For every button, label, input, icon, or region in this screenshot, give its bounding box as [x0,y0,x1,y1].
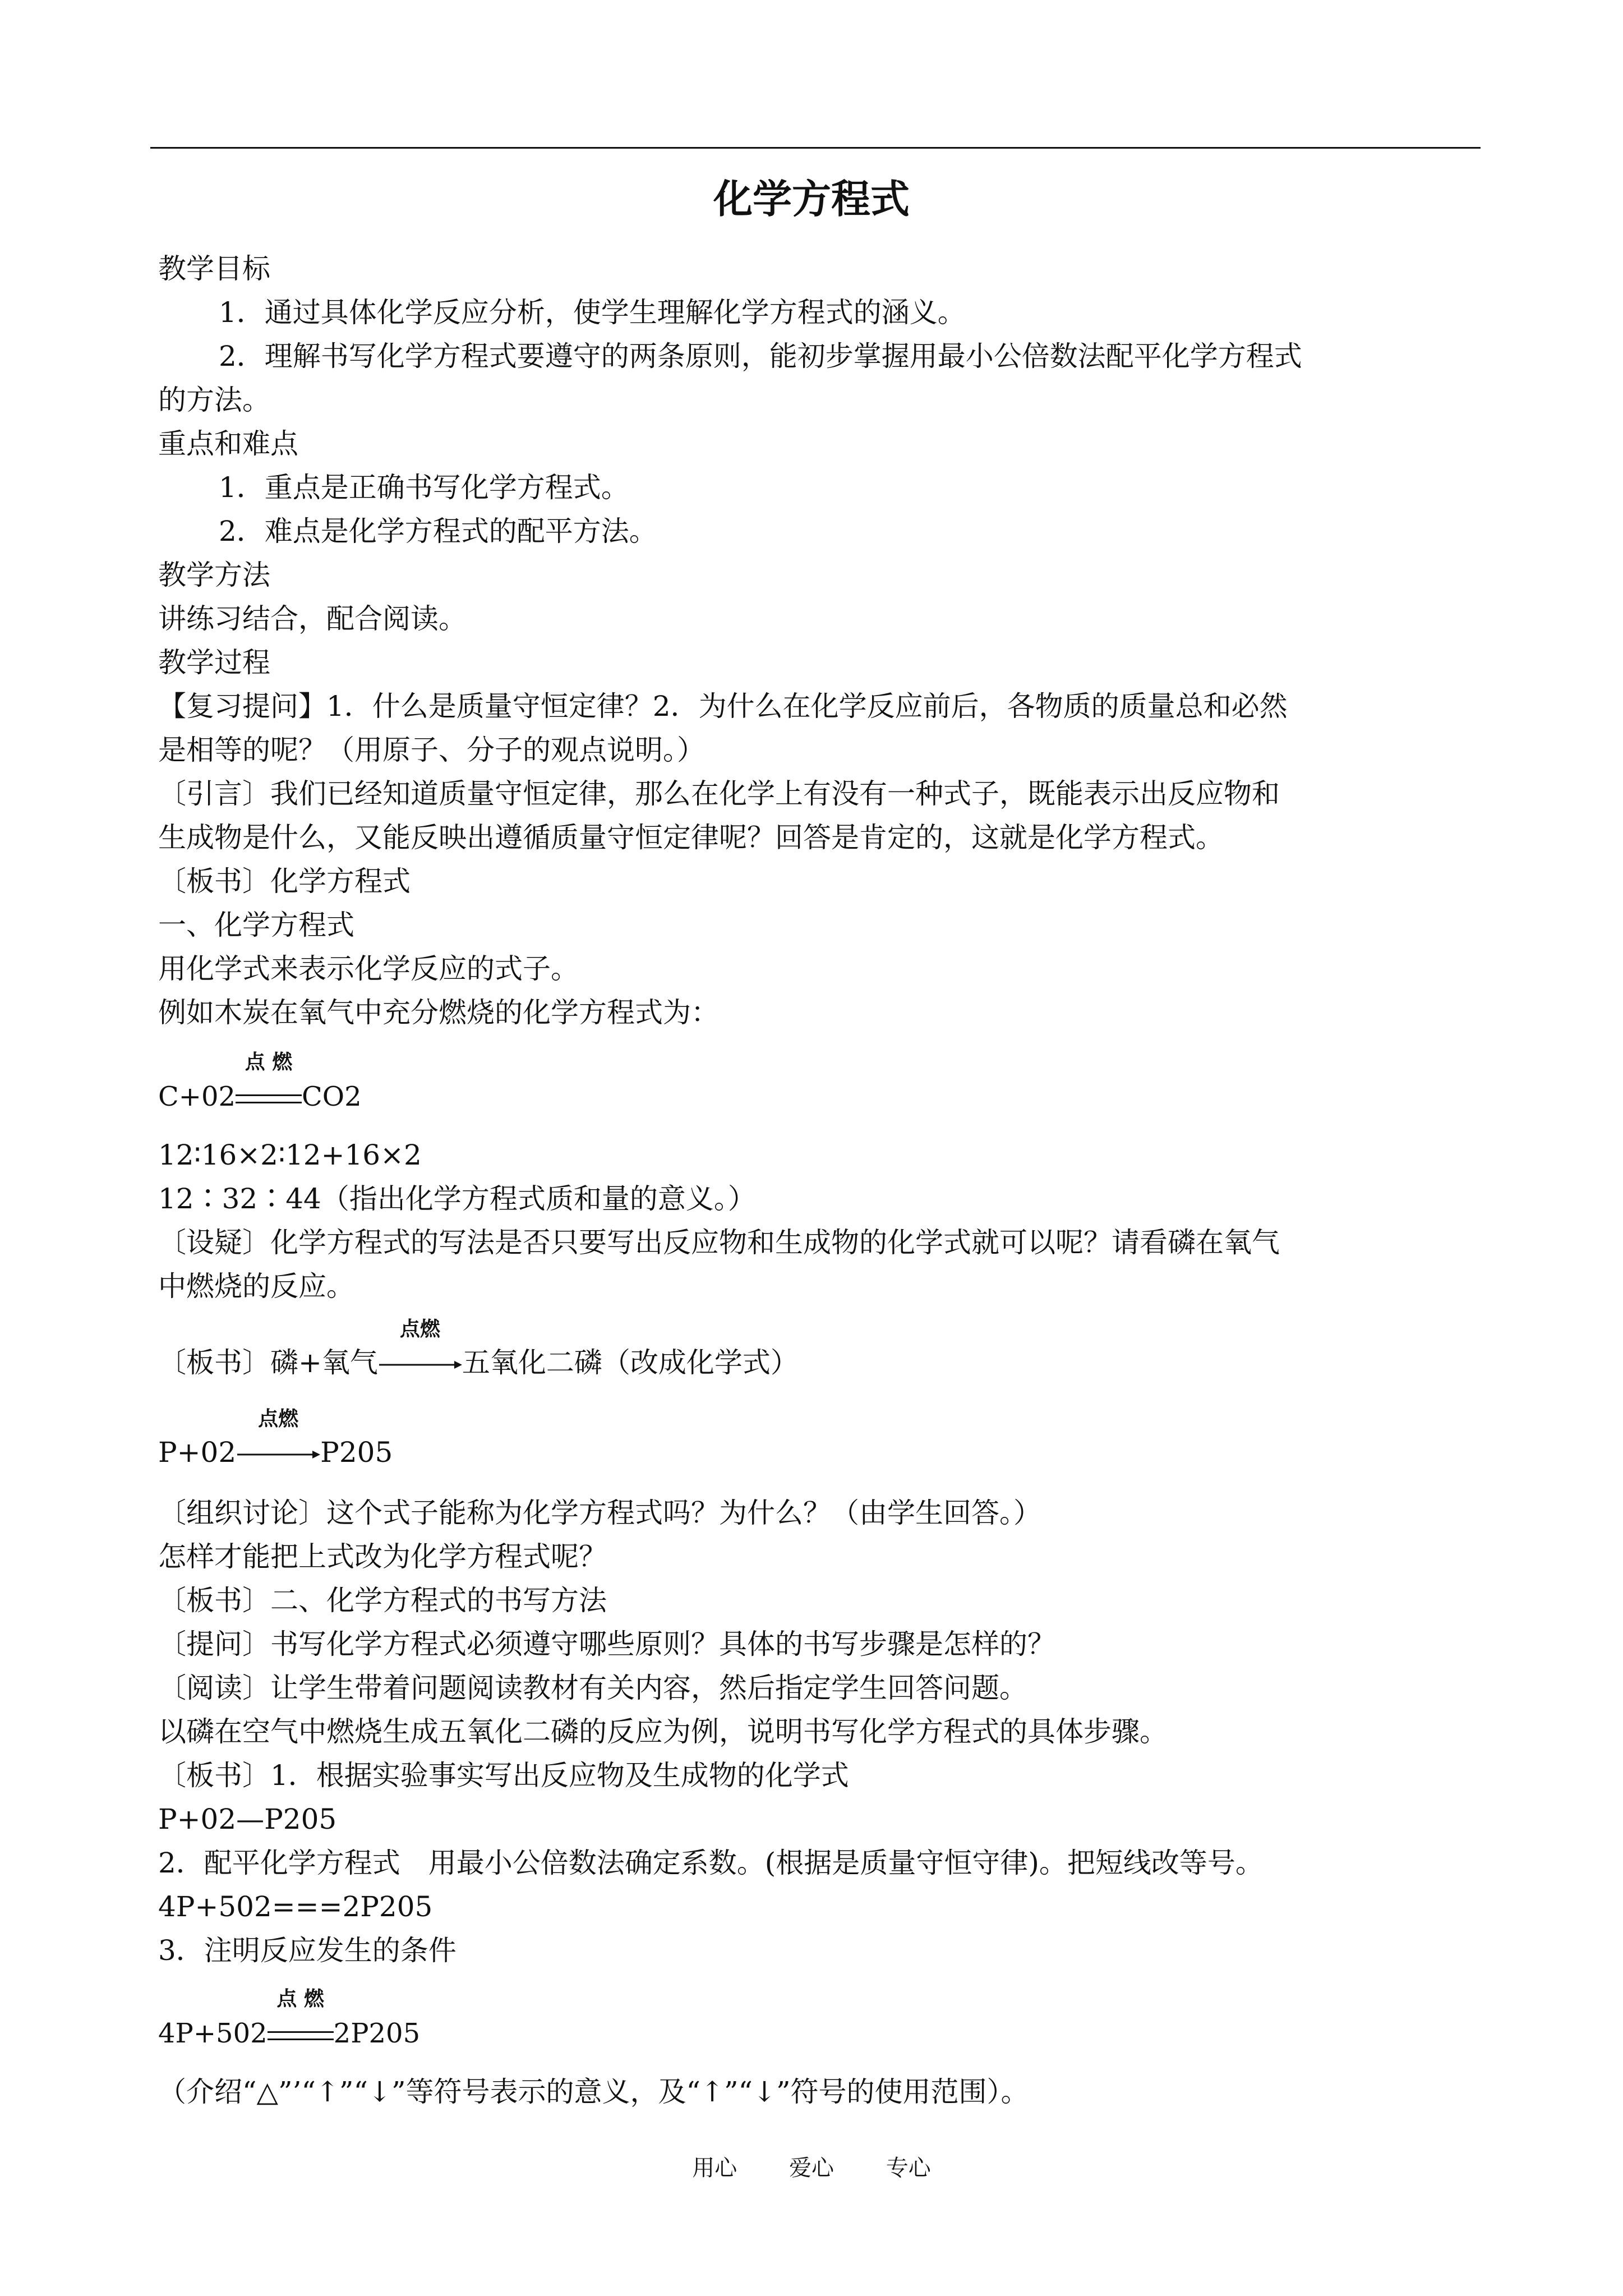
text-line: 怎样才能把上式改为化学方程式呢？ [158,1540,607,1573]
double-line-sign [268,2031,334,2040]
equation-right: 五氧化二磷（改成化学式） [462,1346,799,1379]
reaction-condition [236,1051,302,1116]
double-line-sign [236,1094,302,1103]
arrow-icon [236,1449,320,1460]
equation-balanced: 4P+502===2P205 [158,1890,433,1923]
text-line: 〔组织讨论〕这个式子能称为化学方程式吗？为什么？（由学生回答。） [158,1497,1041,1529]
reaction-condition [236,1407,320,1474]
equation-right: P205 [320,1436,393,1469]
equation-final [158,1987,421,2053]
text-line: 12∶32∶44（指出化学方程式质和量的意义。） [158,1182,756,1215]
equation-phosphorus [158,1407,1483,1474]
text-line: 以磷在空气中燃烧生成五氧化二磷的反应为例，说明书写化学方程式的具体步骤。 [158,1715,1168,1748]
text-line: 是相等的呢？（用原子、分子的观点说明。） [158,734,705,766]
arrow-icon [378,1359,462,1370]
text-line: 的方法。 [158,384,270,416]
text-line: 〔板书〕化学方程式 [158,865,411,898]
footer-item: 爱心 [789,2155,834,2181]
text-line: 例如木炭在氧气中充分燃烧的化学方程式为： [158,996,719,1029]
text-line: 〔阅读〕让学生带着问题阅读教材有关内容，然后指定学生回答问题。 [158,1672,1027,1704]
equation-right: CO2 [302,1081,362,1112]
text-line: 〔板书〕二、化学方程式的书写方法 [158,1584,607,1617]
equation-right: 2P205 [333,2018,421,2049]
footer-item: 用心 [692,2155,737,2181]
equation-left: C+02 [158,1081,236,1112]
text-line: 生成物是什么，又能反映出遵循质量守恒定律呢？回答是肯定的，这就是化学方程式。 [158,821,1224,854]
equation-carbon [158,1051,362,1116]
text-line: 1．通过具体化学反应分析，使学生理解化学方程式的涵义。 [219,296,966,329]
equation-left: 4P+502 [158,2018,268,2049]
page-title: 化学方程式 [713,176,910,222]
text-line: 1．重点是正确书写化学方程式。 [219,471,629,504]
section-heading: 教学方法 [158,559,270,591]
text-line: 12∶16×2∶12+16×2 [158,1139,422,1171]
condition-label: 点 燃 [276,1987,324,2010]
equation-left: 〔板书〕磷+氧气 [158,1346,378,1379]
text-line: （介绍“△”’“↑”“↓”等符号表示的意义，及“↑”“↓”符号的使用范围）。 [158,2076,1029,2108]
text-line: 一、化学方程式 [158,909,354,941]
section-heading: 重点和难点 [158,427,298,460]
text-line: 〔引言〕我们已经知道质量守恒定律，那么在化学上有没有一种式子，既能表示出反应物和 [158,777,1280,810]
text-line: 【复习提问】1．什么是质量守恒定律？2．为什么在化学反应前后，各物质的质量总和必然 [158,690,1288,723]
equation-unbalanced: P+02—P205 [158,1803,337,1835]
equation-phosphorus-words [158,1318,1483,1384]
header-rule [150,147,1481,149]
page-footer [0,2154,1623,2182]
text-line: 讲练习结合，配合阅读。 [158,602,467,635]
condition-label: 点 燃 [245,1051,293,1074]
text-line: 〔提问〕书写化学方程式必须遵守哪些原则？具体的书写步骤是怎样的？ [158,1628,1055,1660]
footer-item: 专心 [886,2155,931,2181]
text-line: 2．理解书写化学方程式要遵守的两条原则，能初步掌握用最小公倍数法配平化学方程式 [219,340,1302,372]
text-line: 〔设疑〕化学方程式的写法是否只要写出反应物和生成物的化学式就可以呢？请看磷在氧气 [158,1226,1280,1259]
text-line: 2．难点是化学方程式的配平方法。 [219,515,657,547]
section-heading: 教学过程 [158,646,270,679]
text-line: 2．配平化学方程式 用最小公倍数法确定系数。(根据是质量守恒守律)。把短线改等号。 [158,1847,1264,1879]
reaction-condition [268,1987,334,2053]
condition-label: 点燃 [258,1407,299,1430]
text-line: 中燃烧的反应。 [158,1270,354,1303]
equation-left: P+02 [158,1436,237,1469]
reaction-condition [378,1318,462,1384]
text-line: 〔板书〕1．根据实验事实写出反应物及生成物的化学式 [158,1759,849,1792]
text-line: 3．注明反应发生的条件 [158,1934,457,1967]
condition-label: 点燃 [399,1318,440,1341]
section-heading: 教学目标 [158,252,270,285]
text-line: 用化学式来表示化学反应的式子。 [158,953,579,985]
